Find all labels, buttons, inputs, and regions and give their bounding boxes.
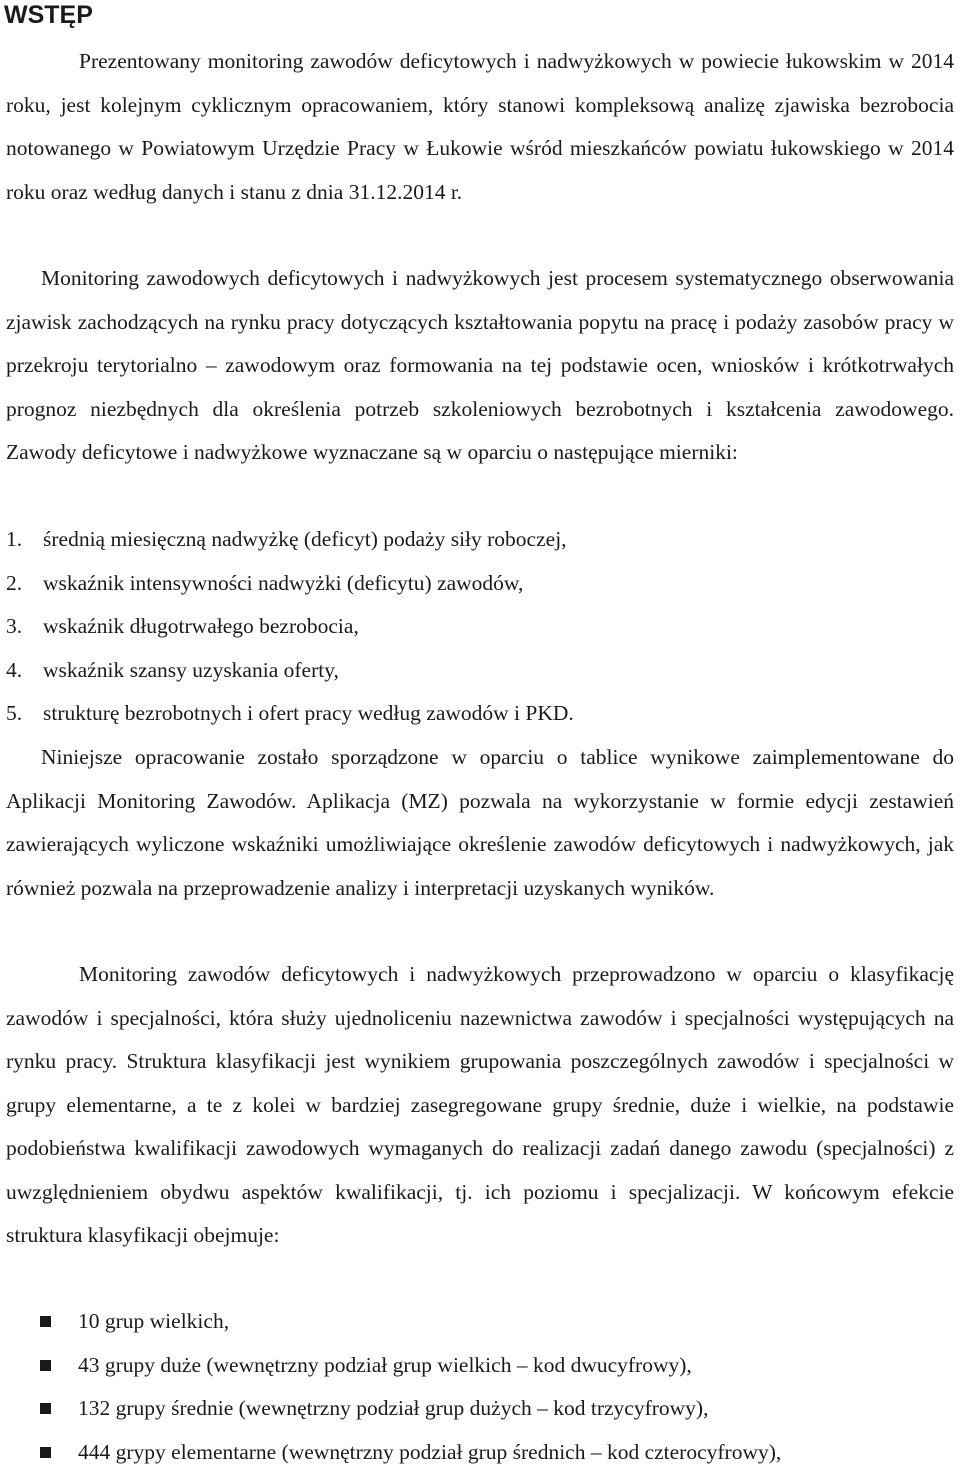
list-item <box>40 1300 954 1344</box>
paragraph-intro: Prezentowany monitoring zawodów deficytowych i nadwyżkowych w powiecie łukowskim w 2014 roku, jest kolejnym cyklicznym opracowaniem, który stanowi kompleksową analizę zjawiska bezrobocia notowanego w Powiatowym Urzędzie Pracy w Łukowie wśród mieszkańców powiatu łukowskiego w 2014 roku oraz według danych i stanu z dnia 31.12.2014 r. <box>6 40 954 214</box>
paragraph-application: Niniejsze opracowanie zostało sporządzone w oparciu o tablice wynikowe zaimplementowane do Aplikacji Monitoring Zawodów. Aplikacja (MZ) pozwala na wykorzystanie w formie edycji zestawień zawierających wyliczone wskaźniki umożliwiające określenie zawodów deficytowych i nadwyżkowych, jak również pozwala na przeprowadzenie analizy i interpretacji uzyskanych wyników. <box>6 736 954 910</box>
square-bullet-icon <box>40 1360 51 1371</box>
list-item <box>6 562 954 606</box>
list-item-number: 5. <box>6 692 43 736</box>
square-bullet-icon <box>40 1316 51 1327</box>
square-bullet-icon <box>40 1447 51 1458</box>
list-item-text: 10 grup wielkich, <box>78 1309 229 1333</box>
paragraph-monitoring-definition: Monitoring zawodowych deficytowych i nadwyżkowych jest procesem systematycznego obserwowania zjawisk zachodzących na rynku pracy dotyczących kształtowania popytu na pracę i podaży zasobów pracy w przekroju terytorialno – zawodowym oraz formowania na tej podstawie ocen, wniosków i krótkotrwałych prognoz niezbędnych dla określenia potrzeb szkoleniowych bezrobotnych i kształcenia zawodowego. Zawody deficytowe i nadwyżkowe wyznaczane są w oparciu o następujące mierniki: <box>6 257 954 475</box>
list-item-text: średnią miesięczną nadwyżkę (deficyt) podaży siły roboczej, <box>43 527 567 551</box>
list-item <box>6 649 954 693</box>
list-item <box>6 605 954 649</box>
list-item-text: wskaźnik szansy uzyskania oferty, <box>43 658 339 682</box>
list-item-text: wskaźnik intensywności nadwyżki (deficytu) zawodów, <box>43 571 523 595</box>
square-bullet-icon <box>40 1403 51 1414</box>
list-item <box>6 692 954 736</box>
list-item-text: 132 grupy średnie (wewnętrzny podział grup dużych – kod trzycyfrowy), <box>78 1396 708 1420</box>
list-item <box>40 1387 954 1431</box>
list-item-text: wskaźnik długotrwałego bezrobocia, <box>43 614 359 638</box>
structure-list <box>40 1300 954 1474</box>
list-item <box>6 518 954 562</box>
list-item-number: 2. <box>6 562 43 606</box>
list-item-number: 4. <box>6 649 43 693</box>
list-item-text: 43 grupy duże (wewnętrzny podział grup wielkich – kod dwucyfrowy), <box>78 1353 692 1377</box>
list-item-text: 444 grypy elementarne (wewnętrzny podział grup średnich – kod czterocyfrowy), <box>78 1440 781 1464</box>
list-item-number: 1. <box>6 518 43 562</box>
measures-list <box>6 518 954 736</box>
paragraph-classification: Monitoring zawodów deficytowych i nadwyżkowych przeprowadzono w oparciu o klasyfikację zawodów i specjalności, która służy ujednoliceniu nazewnictwa zawodów i specjalności występujących na rynku pracy. Struktura klasyfikacji jest wynikiem grupowania poszczególnych zawodów i specjalności w grupy elementarne, a te z kolei w bardziej zasegregowane grupy średnie, duże i wielkie, na podstawie podobieństwa kwalifikacji zawodowych wymaganych do realizacji zadań danego zawodu (specjalności) z uwzględnieniem obydwu aspektów kwalifikacji, tj. ich poziomu i specjalizacji. W końcowym efekcie struktura klasyfikacji obejmuje: <box>6 953 954 1258</box>
list-item <box>40 1431 954 1474</box>
list-item-number: 3. <box>6 605 43 649</box>
list-item-text: strukturę bezrobotnych i ofert pracy według zawodów i PKD. <box>43 701 574 725</box>
section-heading: WSTĘP <box>4 0 93 30</box>
list-item <box>40 1344 954 1388</box>
